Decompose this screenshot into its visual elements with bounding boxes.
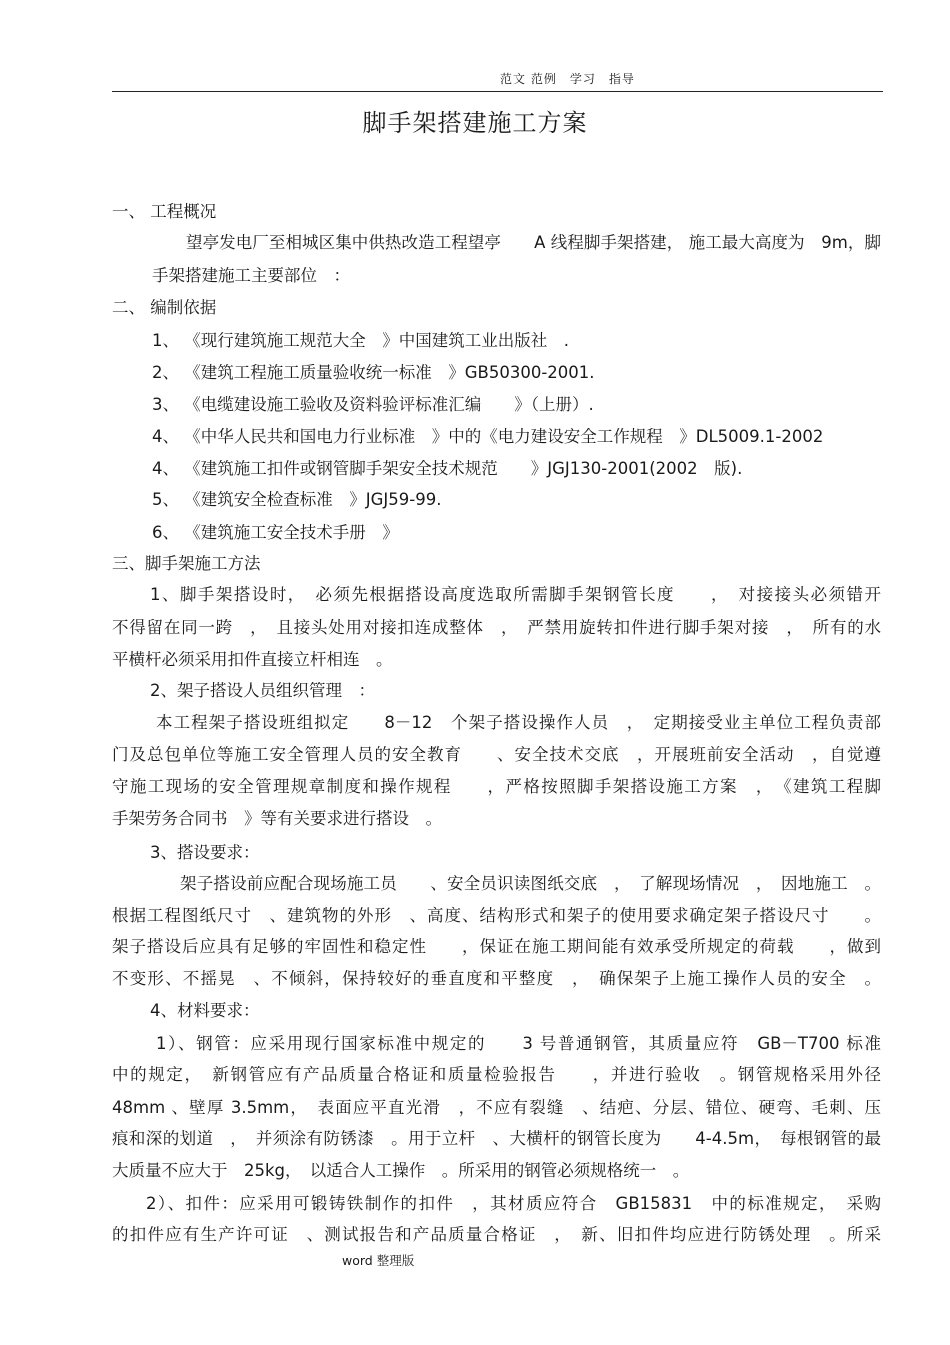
document-title: 脚手架搭建施工方案 xyxy=(362,109,588,137)
reference-item: 3、 《电缆建设施工验收及资料验评标准汇编 》（上册）. xyxy=(152,395,594,414)
reference-item: 4、 《建筑施工扣件或钢管脚手架安全技术规范 》JGJ130-2001(2002 版). xyxy=(152,459,743,478)
section-heading-1: 一、 工程概况 xyxy=(112,202,217,221)
paragraph-line: 1）、钢管：应采用现行国家标准中规定的 3 号普通钢管，其质量应符 GB－T700 标准 xyxy=(156,1034,881,1053)
paragraph-line: 望亭发电厂至相城区集中供热改造工程望亭 A 线程脚手架搭建， 施工最大高度为 9m，脚 xyxy=(186,233,881,252)
reference-item: 1、 《现行建筑施工规范大全 》中国建筑工业出版社 . xyxy=(152,331,569,350)
paragraph-line: 大质量不应大于 25kg， 以适合人工操作 。所采用的钢管必须规格统一 。 xyxy=(112,1161,690,1180)
paragraph-line: 1、脚手架搭设时， 必须先根据搭设高度选取所需脚手架钢管长度 ， 对接接头必须错开 xyxy=(150,585,881,604)
paragraph-line: 不得留在同一跨 ， 且接头处用对接扣连成整体 ， 严禁用旋转扣件进行脚手架对接 ， 所有的水 xyxy=(112,618,881,637)
subsection-heading: 4、材料要求： xyxy=(150,1001,260,1020)
paragraph-line: 门及总包单位等施工安全管理人员的安全教育 、安全技术交底 ，开展班前安全活动 ，自觉遵 xyxy=(112,745,881,764)
header-rule xyxy=(112,91,883,92)
paragraph-line: 48mm 、壁厚 3.5mm， 表面应平直光滑 ，不应有裂缝 、结疤、分层、错位、硬弯、毛刺、压 xyxy=(112,1098,881,1117)
paragraph-line: 不变形、不摇晃 、不倾斜，保持较好的垂直度和平整度 ， 确保架子上施工操作人员的安全 。 xyxy=(112,969,881,988)
reference-item: 4、 《中华人民共和国电力行业标准 》中的《电力建设安全工作规程 》DL5009.1-2002 xyxy=(152,427,824,446)
reference-item: 5、 《建筑安全检查标准 》JGJ59-99. xyxy=(152,490,442,509)
subsection-heading: 2、架子搭设人员组织管理 ： xyxy=(150,681,375,700)
reference-item: 2、 《建筑工程施工质量验收统一标准 》GB50300-2001. xyxy=(152,363,595,382)
paragraph-line: 根据工程图纸尺寸 、建筑物的外形 、高度、结构形式和架子的使用要求确定架子搭设尺寸 。 xyxy=(112,906,881,925)
paragraph-line: 的扣件应有生产许可证 、测试报告和产品质量合格证 ， 新、旧扣件均应进行防锈处理 。所采 xyxy=(112,1225,881,1244)
section-heading-2: 二、 编制依据 xyxy=(112,298,217,317)
paragraph-line: 架子搭设后应具有足够的牢固性和稳定性 ，保证在施工期间能有效承受所规定的荷载 ，做到 xyxy=(112,937,881,956)
paragraph-line: 守施工现场的安全管理规章制度和操作规程 ，严格按照脚手架搭设施工方案 ， 《建筑工程脚 xyxy=(112,777,881,796)
paragraph-line: 中的规定， 新钢管应有产品质量合格证和质量检验报告 ，并进行验收 。钢管规格采用外径 xyxy=(112,1065,881,1084)
paragraph-line: 平横杆必须采用扣件直接立杆相连 。 xyxy=(112,650,393,669)
paragraph-line: 手架搭建施工主要部位 ： xyxy=(152,266,350,285)
paragraph-line: 痕和深的划道 ， 并须涂有防锈漆 。用于立杆 、大横杆的钢管长度为 4-4.5m， 每根钢管的最 xyxy=(112,1129,881,1148)
paragraph-line: 本工程架子搭设班组拟定 8－12 个架子搭设操作人员 ， 定期接受业主单位工程负责部 xyxy=(156,713,881,732)
paragraph-line: 架子搭设前应配合现场施工员 、安全员识读图纸交底 ， 了解现场情况 ， 因地施工 。 xyxy=(180,874,881,893)
page-header: 范文 范例 学习 指导 xyxy=(500,72,635,86)
page-footer: word 整理版 xyxy=(342,1253,415,1268)
reference-item: 6、 《建筑施工安全技术手册 》 xyxy=(152,523,399,542)
paragraph-line: 手架劳务合同书 》等有关要求进行搭设 。 xyxy=(112,809,442,828)
paragraph-line: 2）、扣件：应采用可锻铸铁制作的扣件 ，其材质应符合 GB15831 中的标准规定， 采购 xyxy=(146,1194,881,1213)
subsection-heading: 3、搭设要求： xyxy=(150,843,260,862)
section-heading-3: 三、脚手架施工方法 xyxy=(112,554,261,573)
